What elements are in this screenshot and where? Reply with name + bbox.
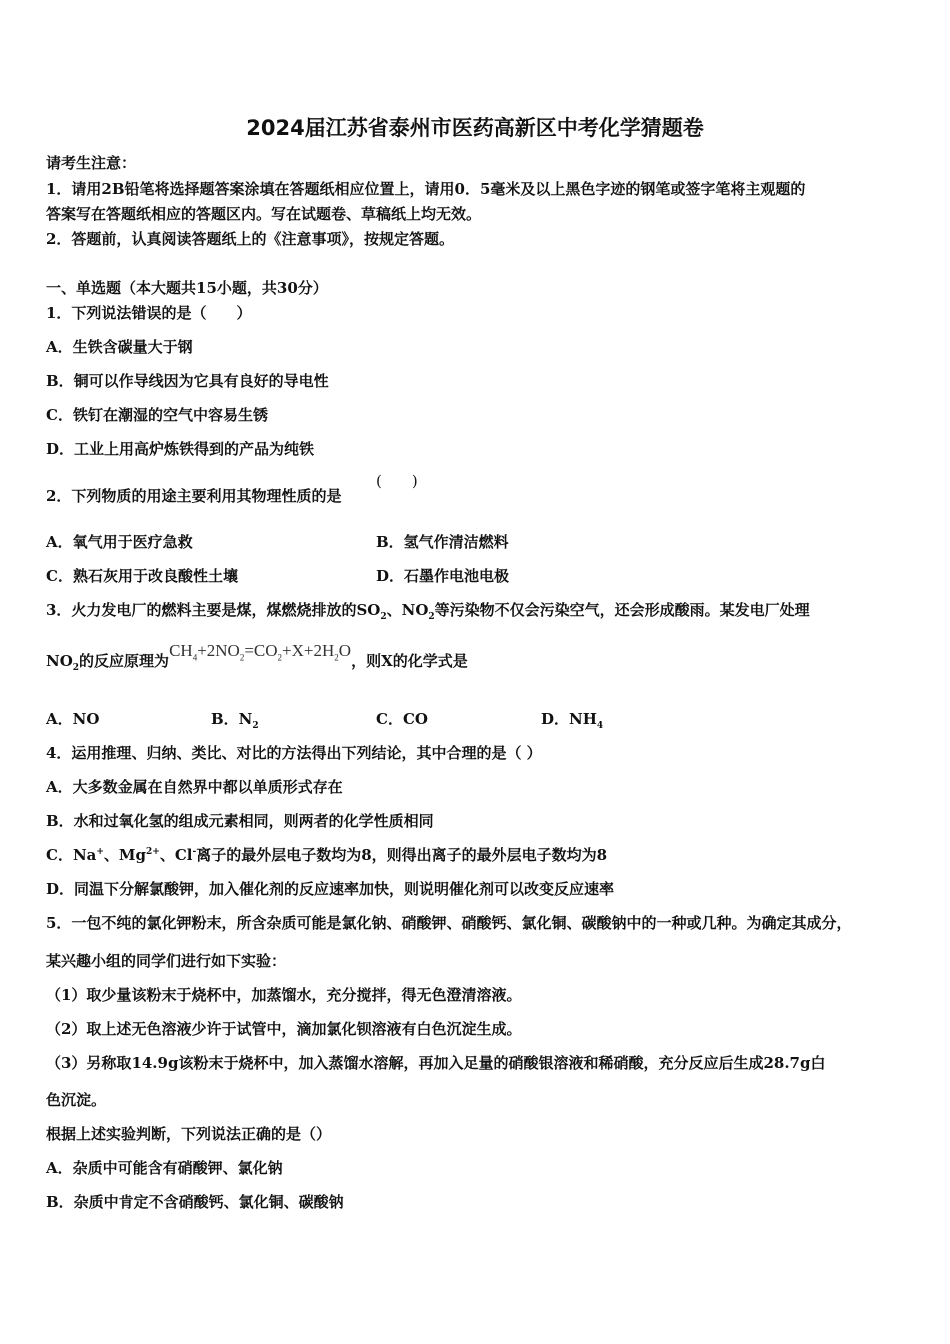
q4-option-c: C．Na+、$Mg^{2+}$、Cl-离子的最外层电子数均为8，则得出离子的最外层电子数均为8 <box>46 846 608 864</box>
q2-stem: 2．下列物质的用途主要利用其物理性质的是 <box>46 487 342 505</box>
q1-option-d: D．工业上用高炉炼铁得到的产品为纯铁 <box>46 440 315 458</box>
page-title: 2024届江苏省泰州市医药高新区中考化学猜题卷 <box>246 116 704 140</box>
q5-option-b: B．杂质中肯定不含硝酸钙、氯化铜、碳酸钠 <box>46 1193 344 1211</box>
q4-stem: 4．运用推理、归纳、类比、对比的方法得出下列结论，其中合理的是（ ） <box>46 744 542 762</box>
q4-option-b: B．水和过氧化氢的组成元素相同，则两者的化学性质相同 <box>46 812 434 830</box>
notice-line-1b: 答案写在答题纸相应的答题区内。写在试题卷、草稿纸上均无效。 <box>46 205 482 223</box>
section-heading: 一、单选题（本大题共15小题，共30分） <box>46 279 328 297</box>
notice-line-1: 1．请用2B铅笔将选择题答案涂填在答题纸相应位置上，请用0．5毫米及以上黑色字迹的钢笔或签字笔将主观题的 <box>46 180 806 198</box>
q5-question: 根据上述实验判断，下列说法正确的是（） <box>46 1125 332 1143</box>
q5-option-a: A．杂质中可能含有硝酸钾、氯化钠 <box>46 1159 283 1177</box>
q1-option-c: C．铁钉在潮湿的空气中容易生锈 <box>46 406 268 424</box>
q2-option-a: A．氧气用于医疗急救 <box>46 533 193 551</box>
notice-line-2: 2．答题前，认真阅读答题纸上的《注意事项》，按规定答题。 <box>46 230 454 248</box>
q3-option-c: C．CO <box>376 710 428 728</box>
q2-option-c: C．熟石灰用于改良酸性土壤 <box>46 567 238 585</box>
q3-stem: 3．火力发电厂的燃料主要是煤，煤燃烧排放的$SO_2$、$NO_2$等污染物不仅会污染空气，还会形成酸雨。某发电厂处理 <box>46 601 810 622</box>
q5-stem-1: 5．一包不纯的氯化钾粉末，所含杂质可能是氯化钠、硝酸钾、硝酸钙、氯化铜、碳酸钠中的一种或几种。为确定其成分， <box>46 914 852 932</box>
q1-option-a: A．生铁含碳量大于钢 <box>46 338 193 356</box>
q5-step-3b: 色沉淀。 <box>46 1091 107 1109</box>
q5-step-2: （2）取上述无色溶液少许于试管中，滴加氯化钡溶液有白色沉淀生成。 <box>46 1020 522 1038</box>
q4-option-a: A．大多数金属在自然界中都以单质形式存在 <box>46 778 343 796</box>
q4-option-d: D．同温下分解氯酸钾，加入催化剂的反应速率加快，则说明催化剂可以改变反应速率 <box>46 880 615 898</box>
q2-answer-paren: ( ) <box>376 472 418 490</box>
q5-step-1: （1）取少量该粉末于烧杯中，加蒸馏水，充分搅拌，得无色澄清溶液。 <box>46 986 522 1004</box>
q3-option-b: B．$N_2$ <box>211 710 259 731</box>
q1-stem: 1．下列说法错误的是（ ） <box>46 304 252 322</box>
q2-option-d: D．石墨作电池电极 <box>376 567 510 585</box>
q3-equation: $CH_4+2NO_2=CO_2+X+2H_2O$ <box>169 641 352 663</box>
notice-heading: 请考生注意： <box>46 154 137 172</box>
q5-stem-2: 某兴趣小组的同学们进行如下实验： <box>46 952 287 970</box>
q3-option-a: A．NO <box>46 710 100 728</box>
q5-step-3: （3）另称取14.9g该粉末于烧杯中，加入蒸馏水溶解，再加入足量的硝酸银溶液和稀硝酸，充分反应后生成28.7g白 <box>46 1054 826 1072</box>
q2-option-b: B．氢气作清洁燃料 <box>376 533 509 551</box>
q3-option-d: D．$NH_4$ <box>541 710 604 731</box>
q3-reaction-line: $NO_2$的反应原理为$CH_4+2NO_2=CO_2+X+2H_2O$，则X的化学式是 <box>46 641 468 673</box>
q1-option-b: B．铜可以作导线因为它具有良好的导电性 <box>46 372 329 390</box>
